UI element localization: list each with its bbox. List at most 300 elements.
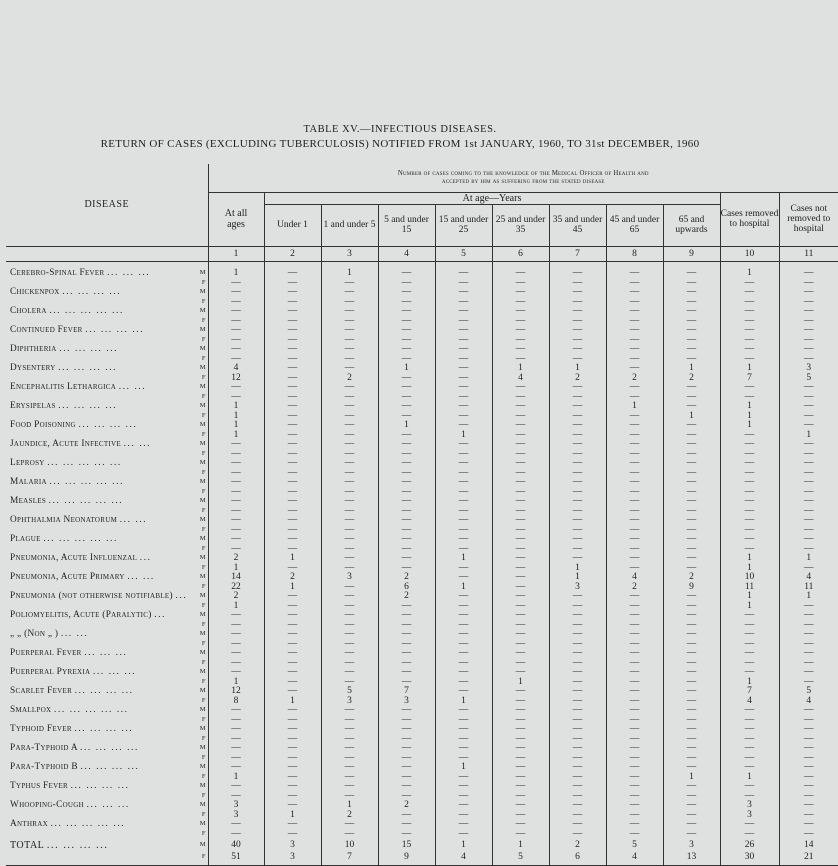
value-cell: — <box>321 773 378 781</box>
value-cell: — <box>779 287 838 298</box>
value-cell: 12 <box>208 374 264 382</box>
value-cell: — <box>606 819 663 830</box>
disease-name-cell <box>6 800 196 811</box>
value-cell: — <box>606 534 663 545</box>
value-cell: — <box>606 610 663 621</box>
value-cell: — <box>492 735 549 743</box>
value-cell: — <box>606 735 663 743</box>
value-cell: — <box>663 488 720 496</box>
value-cell: 1 <box>720 564 779 572</box>
value-cell: 2 <box>264 572 321 583</box>
value-cell: — <box>435 526 492 534</box>
value-cell: 21 <box>779 851 838 866</box>
sex-marker: M <box>196 515 208 526</box>
value-cell: — <box>720 716 779 724</box>
value-cell: — <box>663 545 720 553</box>
value-cell: — <box>435 667 492 678</box>
value-cell: 11 <box>779 583 838 591</box>
disease-name-spacer <box>6 583 196 591</box>
value-cell: — <box>378 469 435 477</box>
disease-name-cell <box>6 325 196 336</box>
sex-marker: M <box>196 838 208 851</box>
value-cell: — <box>663 743 720 754</box>
leader-dots: ... <box>140 553 152 563</box>
value-cell: 1 <box>720 591 779 602</box>
value-cell: 2 <box>663 374 720 382</box>
value-cell: — <box>779 640 838 648</box>
value-cell: 1 <box>435 697 492 705</box>
age-column-header: 5 and under 15 <box>378 204 435 246</box>
value-cell: — <box>549 306 606 317</box>
sex-marker: M <box>196 648 208 659</box>
value-cell: — <box>606 724 663 735</box>
value-cell: — <box>606 705 663 716</box>
value-cell: — <box>606 261 663 279</box>
value-cell: 2 <box>378 572 435 583</box>
table-row <box>6 838 838 851</box>
value-cell: — <box>264 629 321 640</box>
table-row <box>6 591 838 602</box>
value-cell: 3 <box>663 838 720 851</box>
disease-name: Jaundice, Acute Infective <box>10 439 121 449</box>
value-cell: — <box>264 439 321 450</box>
value-cell: — <box>321 762 378 773</box>
value-cell: — <box>663 431 720 439</box>
value-cell: — <box>435 374 492 382</box>
value-cell: — <box>720 754 779 762</box>
value-cell: — <box>779 317 838 325</box>
value-cell: — <box>321 336 378 344</box>
value-cell: — <box>549 781 606 792</box>
value-cell: — <box>779 811 838 819</box>
disease-name: Cholera <box>10 306 47 316</box>
value-cell: 1 <box>606 401 663 412</box>
disease-name-cell <box>6 819 196 830</box>
disease-name-spacer <box>6 830 196 838</box>
value-cell: — <box>378 553 435 564</box>
leader-dots: ... ... ... ... <box>81 762 140 772</box>
value-cell: — <box>606 488 663 496</box>
value-cell: — <box>720 439 779 450</box>
value-cell: — <box>264 621 321 629</box>
value-cell: — <box>321 830 378 838</box>
value-cell: — <box>492 545 549 553</box>
value-cell: — <box>378 515 435 526</box>
value-cell: — <box>435 792 492 800</box>
value-cell: 1 <box>435 838 492 851</box>
value-cell: — <box>492 610 549 621</box>
value-cell: 1 <box>720 412 779 420</box>
value-cell: — <box>321 344 378 355</box>
value-cell: — <box>264 420 321 431</box>
sex-marker: F <box>196 851 208 866</box>
value-cell: — <box>264 488 321 496</box>
value-cell: — <box>208 477 264 488</box>
infectious-diseases-table <box>6 164 838 866</box>
value-cell: — <box>208 496 264 507</box>
value-cell: — <box>208 526 264 534</box>
value-cell: 5 <box>492 851 549 866</box>
value-cell: — <box>663 716 720 724</box>
value-cell: — <box>606 325 663 336</box>
value-cell: 1 <box>435 583 492 591</box>
value-cell: — <box>663 298 720 306</box>
value-cell: 2 <box>606 374 663 382</box>
sex-marker: F <box>196 830 208 838</box>
value-cell: — <box>378 507 435 515</box>
value-cell: — <box>549 526 606 534</box>
value-cell: — <box>435 477 492 488</box>
value-cell: — <box>779 781 838 792</box>
sex-marker: M <box>196 439 208 450</box>
value-cell: — <box>492 564 549 572</box>
value-cell: — <box>435 439 492 450</box>
disease-name: Malaria <box>10 477 47 487</box>
value-cell: 1 <box>264 697 321 705</box>
value-cell: 1 <box>663 363 720 374</box>
disease-name-spacer <box>6 393 196 401</box>
value-cell: — <box>264 591 321 602</box>
value-cell: — <box>264 363 321 374</box>
leader-dots: ... ... <box>124 439 151 449</box>
value-cell: — <box>435 800 492 811</box>
value-cell: — <box>663 401 720 412</box>
value-cell: — <box>492 488 549 496</box>
value-cell: — <box>492 393 549 401</box>
value-cell: 13 <box>663 851 720 866</box>
disease-name: Whooping-Cough <box>10 800 84 810</box>
leader-dots: ... ... ... ... ... <box>49 306 124 316</box>
value-cell: — <box>720 792 779 800</box>
sex-marker: M <box>196 401 208 412</box>
value-cell: — <box>720 488 779 496</box>
table-row <box>6 439 838 450</box>
value-cell: — <box>606 363 663 374</box>
value-cell: — <box>321 488 378 496</box>
value-cell: — <box>264 401 321 412</box>
disease-name: Typhoid Fever <box>10 724 72 734</box>
value-cell: — <box>208 488 264 496</box>
value-cell: 3 <box>208 811 264 819</box>
value-cell: — <box>663 287 720 298</box>
value-cell: 1 <box>321 800 378 811</box>
value-cell: — <box>435 572 492 583</box>
value-cell: — <box>435 279 492 287</box>
disease-name: Dysentery <box>10 363 56 373</box>
sex-marker: M <box>196 458 208 469</box>
value-cell: — <box>492 800 549 811</box>
value-cell: — <box>435 591 492 602</box>
sex-marker: M <box>196 344 208 355</box>
disease-name-cell <box>6 781 196 792</box>
value-cell: — <box>264 496 321 507</box>
value-cell: — <box>435 488 492 496</box>
value-cell: — <box>720 545 779 553</box>
value-cell: — <box>321 724 378 735</box>
value-cell: — <box>321 469 378 477</box>
value-cell: — <box>435 610 492 621</box>
value-cell: 1 <box>663 773 720 781</box>
disease-name: Poliomyelitis, Acute (Paralytic) <box>10 610 152 620</box>
sex-marker: M <box>196 572 208 583</box>
value-cell: — <box>264 325 321 336</box>
value-cell: — <box>779 488 838 496</box>
value-cell: — <box>321 648 378 659</box>
sex-marker: F <box>196 488 208 496</box>
leader-dots: ... ... ... ... ... <box>47 458 122 468</box>
value-cell: 4 <box>779 572 838 583</box>
value-cell: — <box>549 515 606 526</box>
value-cell: — <box>549 553 606 564</box>
table-row <box>6 488 838 496</box>
value-cell: 1 <box>663 412 720 420</box>
value-cell: 2 <box>663 572 720 583</box>
value-cell: — <box>720 496 779 507</box>
sex-marker: F <box>196 412 208 420</box>
value-cell: 3 <box>321 572 378 583</box>
age-column-header: 25 and under 35 <box>492 204 549 246</box>
value-cell: — <box>779 678 838 686</box>
value-cell: — <box>321 591 378 602</box>
disease-name-cell <box>6 838 196 851</box>
value-cell: — <box>208 621 264 629</box>
table-row <box>6 830 838 838</box>
sex-marker: F <box>196 564 208 572</box>
value-cell: — <box>435 393 492 401</box>
age-column-header: 35 and under 45 <box>549 204 606 246</box>
value-cell: — <box>549 678 606 686</box>
table-row <box>6 743 838 754</box>
value-cell: — <box>208 716 264 724</box>
table-row <box>6 572 838 583</box>
value-cell: — <box>492 648 549 659</box>
value-cell: — <box>606 279 663 287</box>
value-cell: — <box>663 261 720 279</box>
disease-name-cell <box>6 743 196 754</box>
value-cell: — <box>321 545 378 553</box>
value-cell: 3 <box>720 800 779 811</box>
value-cell: — <box>492 724 549 735</box>
value-cell: 1 <box>492 678 549 686</box>
sex-marker: F <box>196 659 208 667</box>
sex-marker: M <box>196 287 208 298</box>
value-cell: — <box>606 477 663 488</box>
value-cell: 2 <box>549 374 606 382</box>
disease-name-spacer <box>6 488 196 496</box>
value-cell: — <box>321 754 378 762</box>
table-row <box>6 374 838 382</box>
value-cell: — <box>720 317 779 325</box>
value-cell: — <box>549 458 606 469</box>
disease-name-cell <box>6 515 196 526</box>
at-age-header: At age—Years <box>264 192 720 204</box>
value-cell: — <box>663 507 720 515</box>
value-cell: — <box>492 298 549 306</box>
value-cell: — <box>264 754 321 762</box>
value-cell: — <box>435 811 492 819</box>
value-cell: — <box>378 317 435 325</box>
value-cell: — <box>663 496 720 507</box>
disease-name-spacer <box>6 545 196 553</box>
value-cell: — <box>549 705 606 716</box>
value-cell: — <box>663 344 720 355</box>
value-cell: 1 <box>435 431 492 439</box>
value-cell: 3 <box>264 851 321 866</box>
value-cell: — <box>435 705 492 716</box>
value-cell: — <box>779 762 838 773</box>
value-cell: — <box>435 401 492 412</box>
value-cell: — <box>779 743 838 754</box>
sex-marker: F <box>196 431 208 439</box>
disease-name-cell <box>6 591 196 602</box>
age-column-header: 65 and upwards <box>663 204 720 246</box>
value-cell: — <box>435 344 492 355</box>
value-cell: — <box>208 306 264 317</box>
value-cell: — <box>779 819 838 830</box>
disease-name: Scarlet Fever <box>10 686 72 696</box>
value-cell: — <box>492 420 549 431</box>
value-cell: — <box>549 811 606 819</box>
value-cell: — <box>779 325 838 336</box>
value-cell: 3 <box>549 583 606 591</box>
value-cell: — <box>720 469 779 477</box>
value-cell: — <box>435 659 492 667</box>
value-cell: — <box>549 648 606 659</box>
value-cell: — <box>492 526 549 534</box>
leader-dots: ... ... ... ... ... <box>51 819 126 829</box>
disease-name-spacer <box>6 336 196 344</box>
table-row <box>6 621 838 629</box>
value-cell: — <box>549 545 606 553</box>
value-cell: — <box>378 781 435 792</box>
value-cell: — <box>492 667 549 678</box>
value-cell: — <box>208 355 264 363</box>
disease-name-spacer <box>6 851 196 866</box>
table-row <box>6 705 838 716</box>
table-row <box>6 602 838 610</box>
value-cell: — <box>663 553 720 564</box>
value-cell: — <box>378 450 435 458</box>
value-cell: — <box>208 298 264 306</box>
value-cell: — <box>492 743 549 754</box>
value-cell: — <box>663 640 720 648</box>
value-cell: — <box>492 640 549 648</box>
value-cell: — <box>378 648 435 659</box>
leader-dots: ... ... ... ... <box>79 420 138 430</box>
disease-name-cell <box>6 382 196 393</box>
value-cell: — <box>264 287 321 298</box>
value-cell: 5 <box>606 838 663 851</box>
value-cell: — <box>606 659 663 667</box>
value-cell: — <box>663 420 720 431</box>
disease-name-spacer <box>6 279 196 287</box>
table-row <box>6 344 838 355</box>
value-cell: — <box>549 439 606 450</box>
value-cell: — <box>606 591 663 602</box>
value-cell: 2 <box>378 591 435 602</box>
value-cell: — <box>606 754 663 762</box>
disease-name-cell <box>6 458 196 469</box>
value-cell: — <box>378 754 435 762</box>
table-row <box>6 851 838 866</box>
value-cell: — <box>779 507 838 515</box>
value-cell: — <box>720 279 779 287</box>
value-cell: — <box>606 716 663 724</box>
value-cell: — <box>606 743 663 754</box>
value-cell: — <box>321 621 378 629</box>
value-cell: — <box>720 325 779 336</box>
value-cell: — <box>208 705 264 716</box>
leader-dots: ... ... <box>119 382 146 392</box>
value-cell: — <box>549 420 606 431</box>
value-cell: — <box>779 336 838 344</box>
value-cell: — <box>606 629 663 640</box>
value-cell: — <box>779 667 838 678</box>
value-cell: 1 <box>720 773 779 781</box>
value-cell: — <box>264 716 321 724</box>
value-cell: — <box>208 458 264 469</box>
disease-name-cell <box>6 610 196 621</box>
value-cell: 1 <box>779 431 838 439</box>
value-cell: — <box>321 507 378 515</box>
value-cell: — <box>435 640 492 648</box>
value-cell: — <box>435 469 492 477</box>
age-column-header: 1 and under 5 <box>321 204 378 246</box>
value-cell: — <box>779 830 838 838</box>
value-cell: — <box>264 667 321 678</box>
value-cell: — <box>435 261 492 279</box>
sex-marker: M <box>196 667 208 678</box>
table-row <box>6 781 838 792</box>
value-cell: — <box>663 317 720 325</box>
value-cell: — <box>435 450 492 458</box>
table-row <box>6 336 838 344</box>
sex-marker: F <box>196 716 208 724</box>
sex-marker: F <box>196 526 208 534</box>
value-cell: — <box>208 545 264 553</box>
value-cell: — <box>549 317 606 325</box>
table-row <box>6 792 838 800</box>
value-cell: — <box>606 382 663 393</box>
value-cell: — <box>378 792 435 800</box>
value-cell: — <box>435 363 492 374</box>
value-cell: — <box>321 515 378 526</box>
value-cell: — <box>321 534 378 545</box>
value-cell: — <box>663 526 720 534</box>
value-cell: — <box>549 773 606 781</box>
disease-name-spacer <box>6 640 196 648</box>
value-cell: — <box>549 591 606 602</box>
disease-name-cell <box>6 477 196 488</box>
disease-name: Diphtheria <box>10 344 57 354</box>
value-cell: — <box>321 412 378 420</box>
value-cell: — <box>435 686 492 697</box>
value-cell: — <box>435 621 492 629</box>
value-cell: 1 <box>549 363 606 374</box>
column-number: 4 <box>378 246 435 261</box>
value-cell: 7 <box>378 686 435 697</box>
value-cell: — <box>606 306 663 317</box>
value-cell: — <box>492 602 549 610</box>
value-cell: — <box>435 298 492 306</box>
value-cell: — <box>720 667 779 678</box>
value-cell: — <box>492 754 549 762</box>
value-cell: 51 <box>208 851 264 866</box>
value-cell: — <box>264 355 321 363</box>
value-cell: — <box>549 640 606 648</box>
leader-dots: ... ... ... ... <box>59 344 118 354</box>
value-cell: 14 <box>208 572 264 583</box>
